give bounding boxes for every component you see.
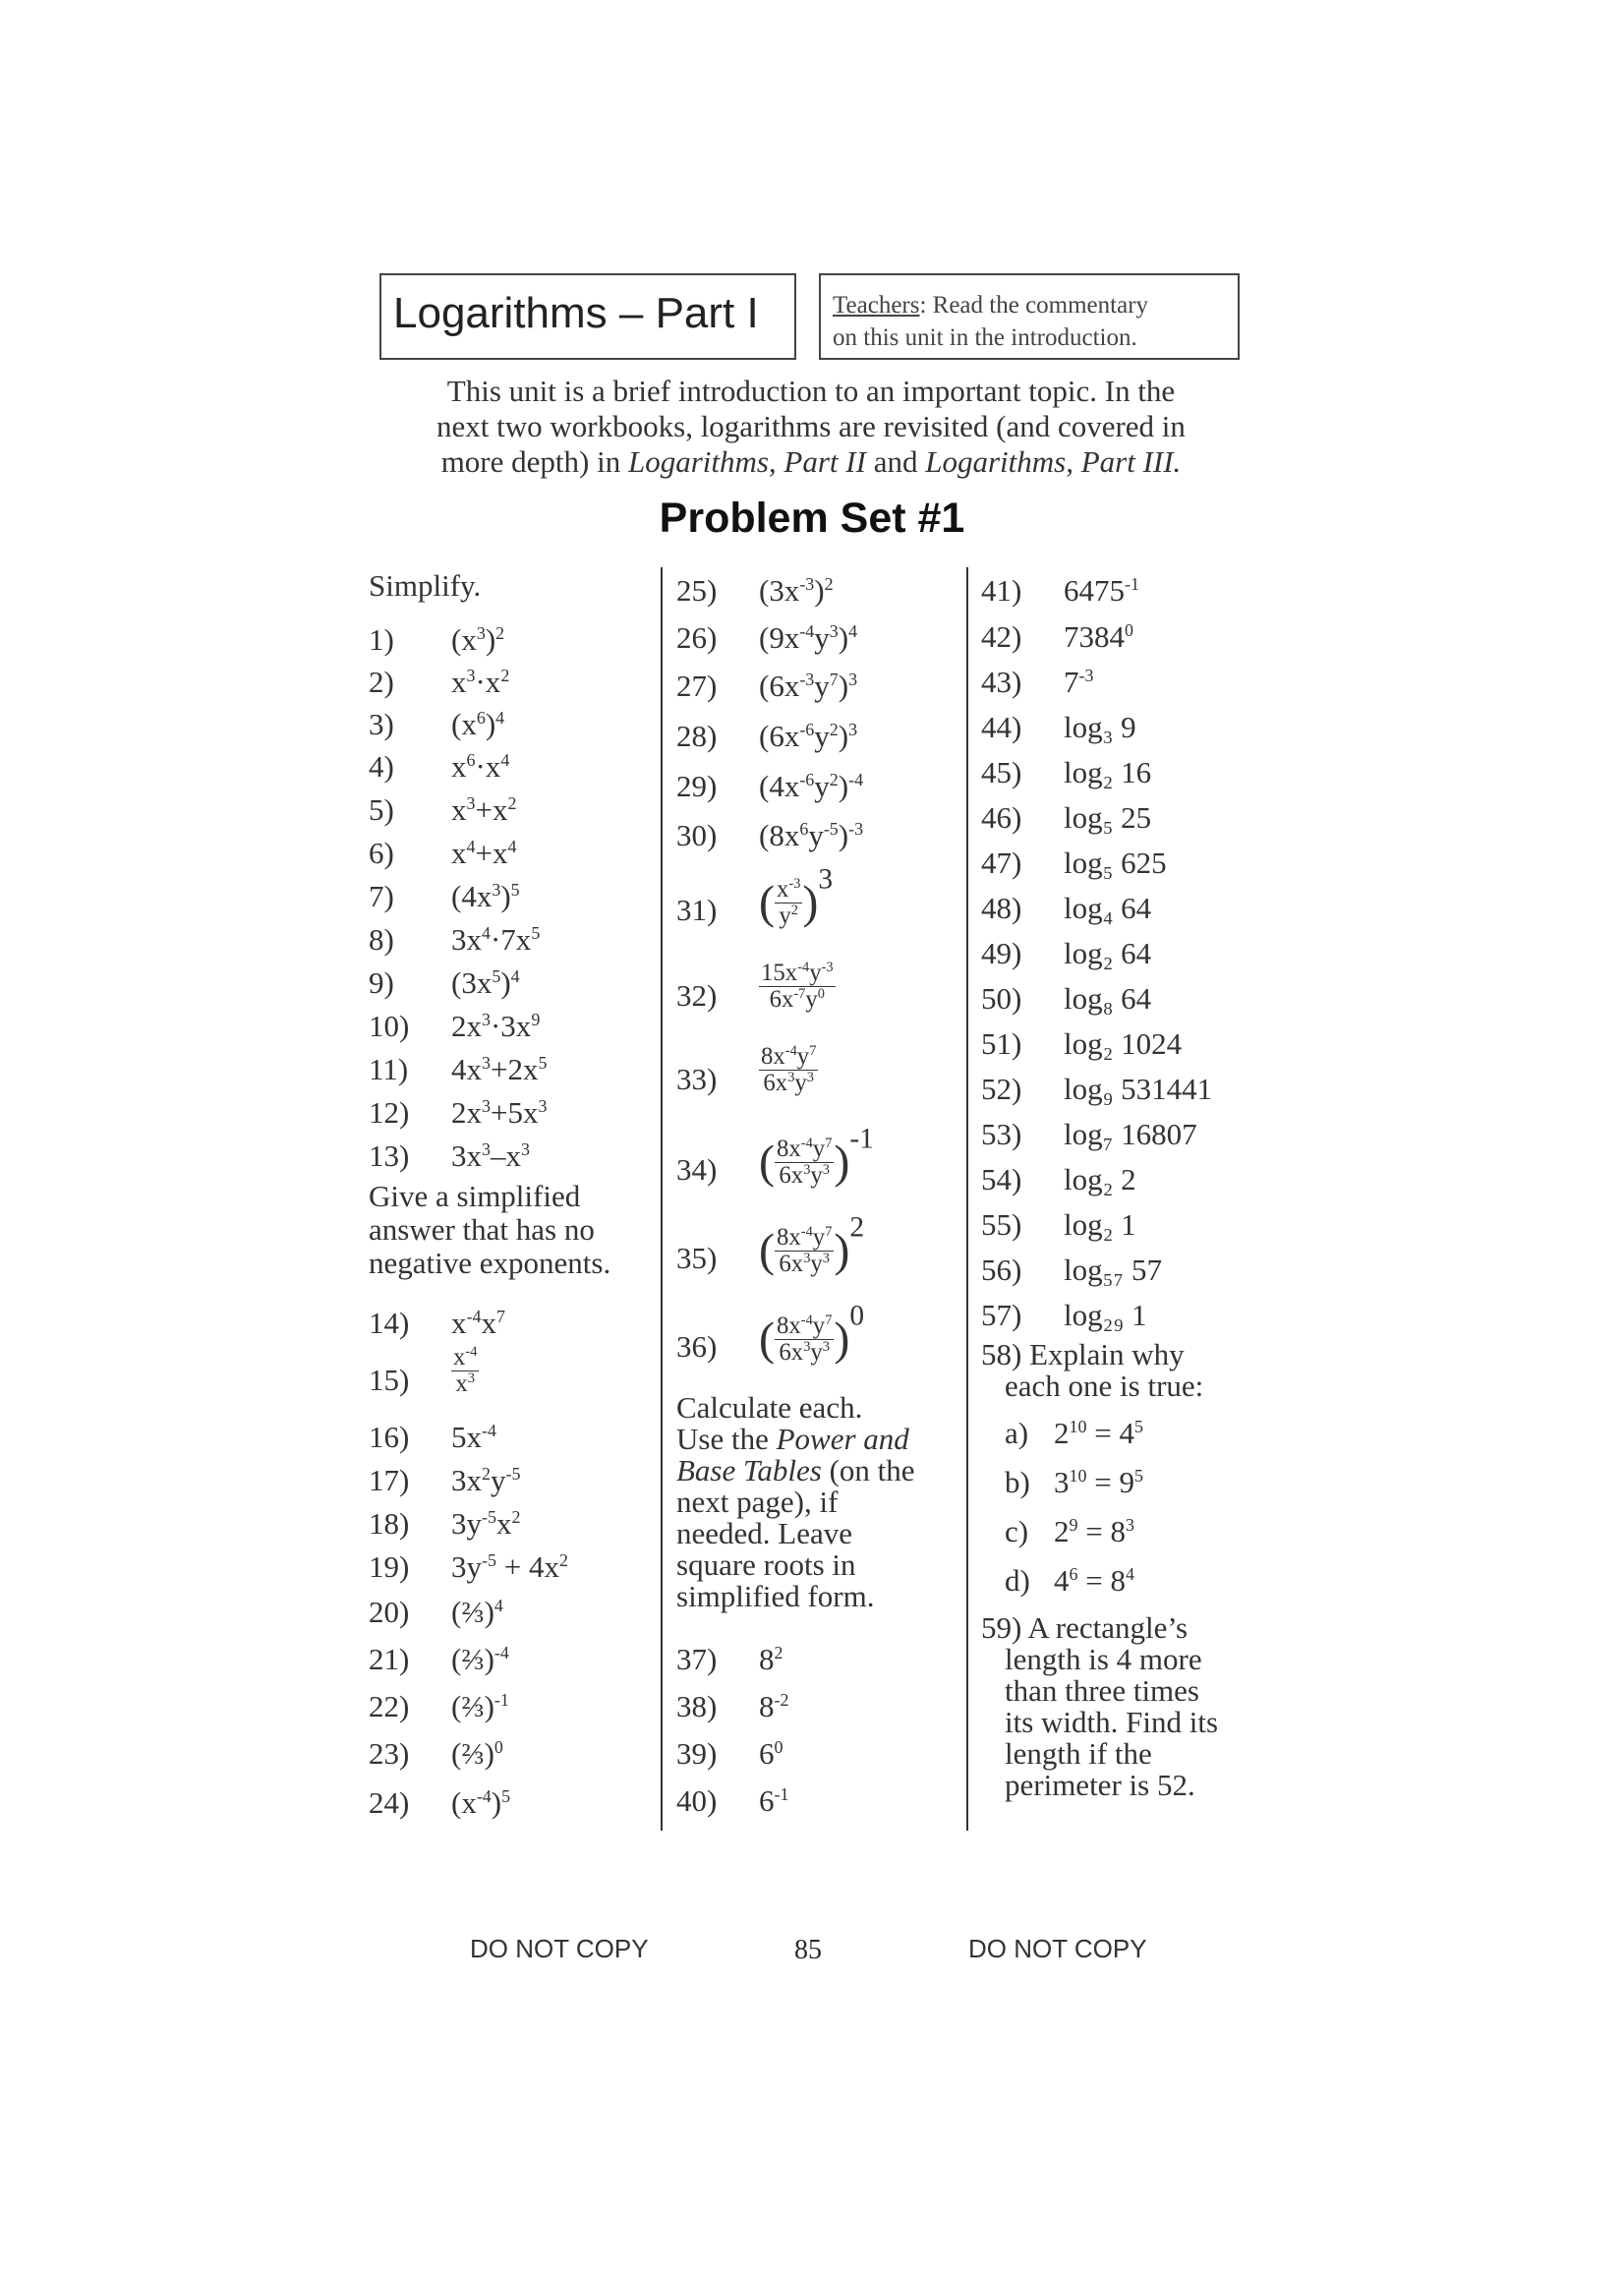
teacher-note-text: : Read the commentary	[919, 292, 1149, 319]
problem-3: 3) $(x^6)^4$	[369, 707, 505, 741]
footer-left-notice: DO NOT COPY	[470, 1934, 649, 1963]
problem-59-line-3: than three times	[1005, 1673, 1199, 1708]
problem-58c: c) $2^9 = 8^3$	[1005, 1514, 1134, 1548]
problem-59-line-4: its width. Find its	[1005, 1705, 1219, 1739]
problem-59-line-6: perimeter is 52.	[1005, 1768, 1195, 1802]
footer-right-notice: DO NOT COPY	[968, 1934, 1147, 1963]
negative-exponents-instruction-2: answer that has no	[369, 1212, 595, 1247]
problem-58d: d) $4^6 = 8^4$	[1005, 1563, 1134, 1598]
problem-53: 53) log₇ 16807	[981, 1117, 1197, 1151]
problem-set-title: Problem Set #1	[659, 495, 965, 542]
problem-8: 8) $3x^4\cdot 7x^5$	[369, 922, 541, 957]
problem-4: 4) $x^6\cdot x^4$	[369, 749, 510, 784]
problem-54: 54) log₂ 2	[981, 1162, 1136, 1196]
problem-34: 34) ( $\frac{8x^{-4}y^7}{6x^3y^3}$ )-1	[676, 1123, 874, 1190]
problem-1: 1) $(x^3)^2$	[369, 622, 505, 657]
problem-59-line-2: length is 4 more	[1005, 1642, 1202, 1676]
column-divider-1	[661, 567, 663, 1831]
problem-49: 49) log₂ 64	[981, 936, 1152, 970]
calculate-instruction-4: next page), if	[676, 1485, 839, 1519]
problem-11: 11) $4x^3+2x^5$	[369, 1052, 548, 1086]
problem-6: 6) $x^4+x^4$	[369, 836, 517, 870]
problem-59-line-5: length if the	[1005, 1736, 1152, 1771]
teacher-note-line2: on this unit in the introduction.	[833, 324, 1137, 351]
problem-32: 32) $\frac{15x^{-4}y^{-3}}{6x^{-7}y^0}$	[676, 960, 834, 1014]
calculate-instruction-3: Base Tables (on the	[676, 1453, 915, 1487]
problem-58b: b) $3^{10} = 9^5$	[1005, 1465, 1143, 1499]
problem-58-line-2: each one is true:	[1005, 1369, 1204, 1403]
problem-42: 42) 7384$^0$	[981, 619, 1133, 654]
problem-20: 20) (⅔)$^4$	[369, 1595, 503, 1629]
problem-18: 18) $3y^{-5}x^2$	[369, 1506, 521, 1541]
calculate-instruction-1: Calculate each.	[676, 1390, 863, 1425]
problem-28: 28) $(6x^{-6}y^2)^3$	[676, 719, 858, 753]
problem-58-line-1: 58) Explain why	[981, 1337, 1185, 1371]
problem-30: 30) $(8x^6y^{-5})^{-3}$	[676, 818, 864, 852]
problem-41: 41) $6475^{-1}$	[981, 573, 1139, 608]
intro-line-2: next two workbooks, logarithms are revisited (and covered in	[436, 409, 1186, 443]
column-divider-2	[966, 567, 968, 1831]
problem-51: 51) log₂ 1024	[981, 1026, 1183, 1061]
problem-33: 33) $\frac{8x^{-4}y^7}{6x^3y^3}$	[676, 1043, 817, 1097]
problem-10: 10) $2x^3\cdot 3x^9$	[369, 1009, 541, 1043]
problem-55: 55) log₂ 1	[981, 1207, 1136, 1242]
problem-12: 12) $2x^3+5x^3$	[369, 1095, 548, 1130]
problem-52: 52) log₉ 531441	[981, 1072, 1213, 1106]
problem-24: 24) $(x^{-4})^5$	[369, 1785, 511, 1820]
problem-21: 21) (⅔)$^{-4}$	[369, 1642, 509, 1676]
teacher-note-box	[819, 273, 1240, 360]
problem-2: 2) $x^3\cdot x^2$	[369, 665, 510, 699]
problem-7: 7) $(4x^3)^5$	[369, 879, 520, 913]
problem-29: 29) $(4x^{-6}y^2)^{-4}$	[676, 769, 864, 803]
calculate-instruction-2: Use the Power and	[676, 1422, 909, 1456]
problem-15: 15) $\frac{x^{-4}}{x^3}$	[369, 1344, 478, 1398]
problem-13: 13) $3x^3-x^3$	[369, 1138, 530, 1173]
problem-45: 45) log₂ 16	[981, 755, 1152, 789]
problem-59-line-1: 59) A rectangle’s	[981, 1610, 1189, 1645]
negative-exponents-instruction-3: negative exponents.	[369, 1246, 611, 1280]
problem-27: 27) $(6x^{-3}y^7)^3$	[676, 669, 858, 703]
problem-23: 23) (⅔)$^0$	[369, 1736, 503, 1771]
calculate-instruction-7: simplified form.	[676, 1579, 875, 1613]
problem-17: 17) $3x^2y^{-5}$	[369, 1463, 521, 1497]
problem-31: 31) ( $\frac{x^{-3}}{y^2}$ )3	[676, 863, 834, 930]
problem-35: 35) ( $\frac{8x^{-4}y^7}{6x^3y^3}$ )2	[676, 1211, 865, 1278]
teacher-note-label: Teachers	[833, 292, 920, 319]
problem-50: 50) log₈ 64	[981, 981, 1152, 1016]
problem-47: 47) log₅ 625	[981, 845, 1167, 880]
problem-58a: a) $2^{10} = 4^5$	[1005, 1416, 1143, 1450]
problem-25: 25) $(3x^{-3})^2$	[676, 573, 834, 608]
problem-56: 56) log₅₇ 57	[981, 1253, 1162, 1287]
page-number: 85	[794, 1935, 822, 1965]
problem-26: 26) $(9x^{-4}y^3)^4$	[676, 620, 858, 655]
problem-44: 44) log₃ 9	[981, 710, 1136, 744]
negative-exponents-instruction-1: Give a simplified	[369, 1179, 581, 1213]
calculate-instruction-5: needed. Leave	[676, 1516, 852, 1550]
problem-36: 36) ( $\frac{8x^{-4}y^7}{6x^3y^3}$ )0	[676, 1300, 865, 1367]
problem-19: 19) $3y^{-5} + 4x^2$	[369, 1549, 568, 1584]
problem-40: 40) $6^{-1}$	[676, 1783, 789, 1818]
problem-9: 9) $(3x^5)^4$	[369, 965, 520, 1000]
unit-title-box	[379, 273, 796, 360]
problem-22: 22) (⅔)$^{-1}$	[369, 1689, 509, 1723]
problem-14: 14) $x^{-4}x^7$	[369, 1306, 505, 1340]
simplify-heading: Simplify.	[369, 568, 482, 603]
unit-title: Logarithms – Part I	[393, 289, 759, 337]
problem-38: 38) $8^{-2}$	[676, 1689, 789, 1723]
problem-46: 46) log₅ 25	[981, 800, 1152, 835]
problem-39: 39) $6^0$	[676, 1736, 783, 1771]
problem-5: 5) $x^3+x^2$	[369, 792, 517, 827]
problem-57: 57) log₂₉ 1	[981, 1298, 1147, 1332]
problem-48: 48) log₄ 64	[981, 891, 1152, 925]
problem-43: 43) $7^{-3}$	[981, 665, 1094, 699]
calculate-instruction-6: square roots in	[676, 1547, 856, 1582]
problem-37: 37) $8^2$	[676, 1642, 783, 1676]
intro-line-3: more depth) in Logarithms, Part II and Logarithms, Part III.	[440, 444, 1182, 479]
intro-line-1: This unit is a brief introduction to an important topic. In the	[446, 374, 1176, 408]
problem-16: 16) $5x^{-4}$	[369, 1420, 496, 1454]
